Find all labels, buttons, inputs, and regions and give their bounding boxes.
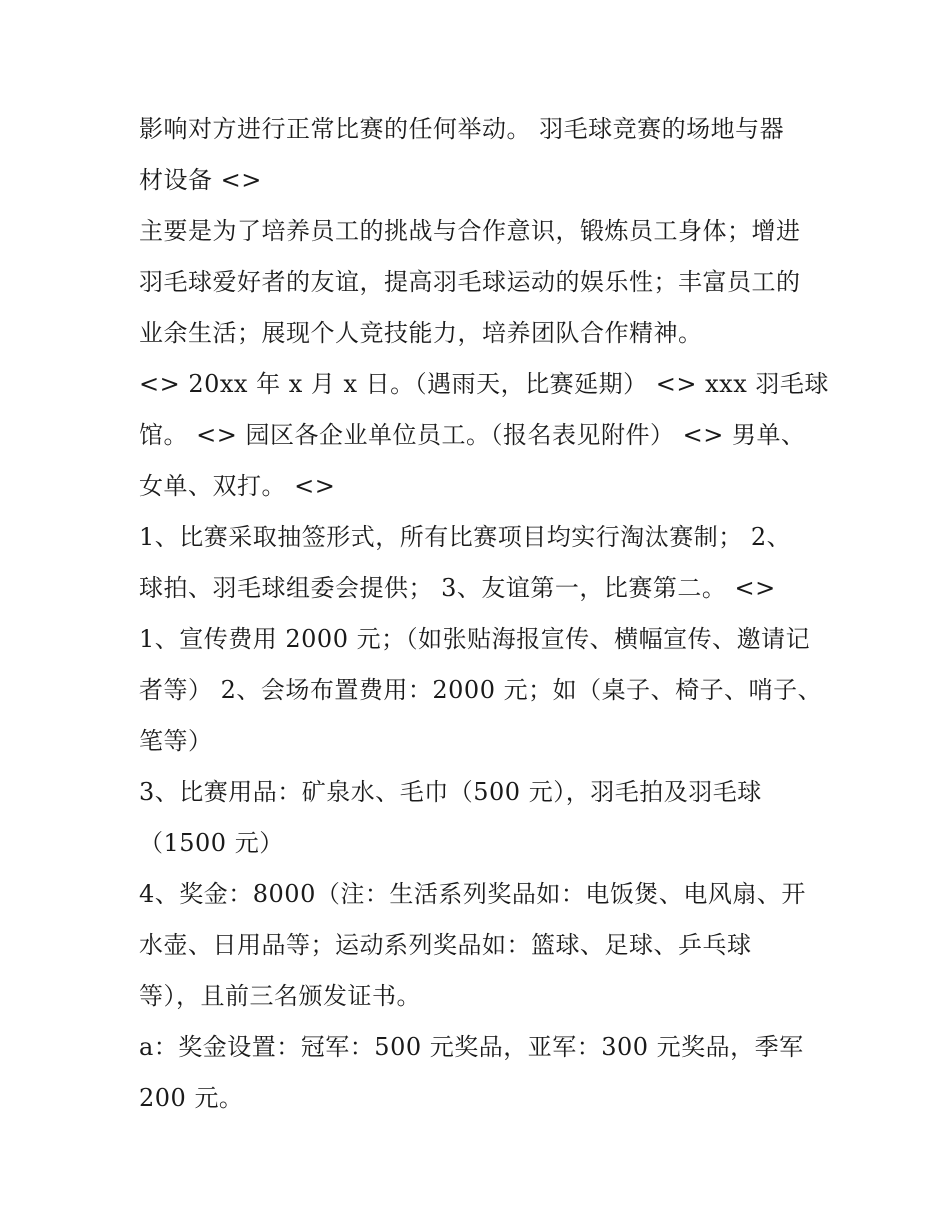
text-line: a：奖金设置：冠军：500 元奖品，亚军：300 元奖品，季军	[139, 1033, 804, 1061]
text-line: 主要是为了培养员工的挑战与合作意识，锻炼员工身体；增进	[139, 217, 801, 245]
text-line: （1500 元）	[139, 829, 284, 857]
text-line: 材设备 <>	[139, 166, 262, 194]
text-line: 等），且前三名颁发证书。	[139, 982, 421, 1010]
text-line: 业余生活；展现个人竞技能力，培养团队合作精神。	[139, 319, 703, 347]
text-line: <> 20xx 年 x 月 x 日。（遇雨天，比赛延期） <> xxx 羽毛球	[139, 370, 829, 398]
text-line: 影响对方进行正常比赛的任何举动。 羽毛球竞赛的场地与器	[139, 115, 785, 143]
text-line: 者等） 2、会场布置费用：2000 元；如（桌子、椅子、哨子、	[139, 676, 823, 704]
text-line: 3、比赛用品：矿泉水、毛巾（500 元），羽毛拍及羽毛球	[139, 778, 762, 806]
text-line: 笔等）	[139, 727, 213, 755]
document-body	[139, 104, 829, 1124]
text-line: 女单、双打。 <>	[139, 472, 336, 500]
text-line: 馆。 <> 园区各企业单位员工。（报名表见附件） <> 男单、	[139, 421, 806, 449]
text-line: 水壶、日用品等；运动系列奖品如：篮球、足球、乒乓球	[139, 931, 752, 959]
text-line: 羽毛球爱好者的友谊，提高羽毛球运动的娱乐性；丰富员工的	[139, 268, 801, 296]
text-line: 4、奖金：8000（注：生活系列奖品如：电饭煲、电风扇、开	[139, 880, 806, 908]
text-line: 1、比赛采取抽签形式，所有比赛项目均实行淘汰赛制； 2、	[139, 523, 792, 551]
text-line: 200 元。	[139, 1084, 244, 1112]
text-line: 球拍、羽毛球组委会提供； 3、友谊第一，比赛第二。 <>	[139, 574, 776, 602]
text-line: 1、宣传费用 2000 元；（如张贴海报宣传、横幅宣传、邀请记	[139, 625, 811, 653]
